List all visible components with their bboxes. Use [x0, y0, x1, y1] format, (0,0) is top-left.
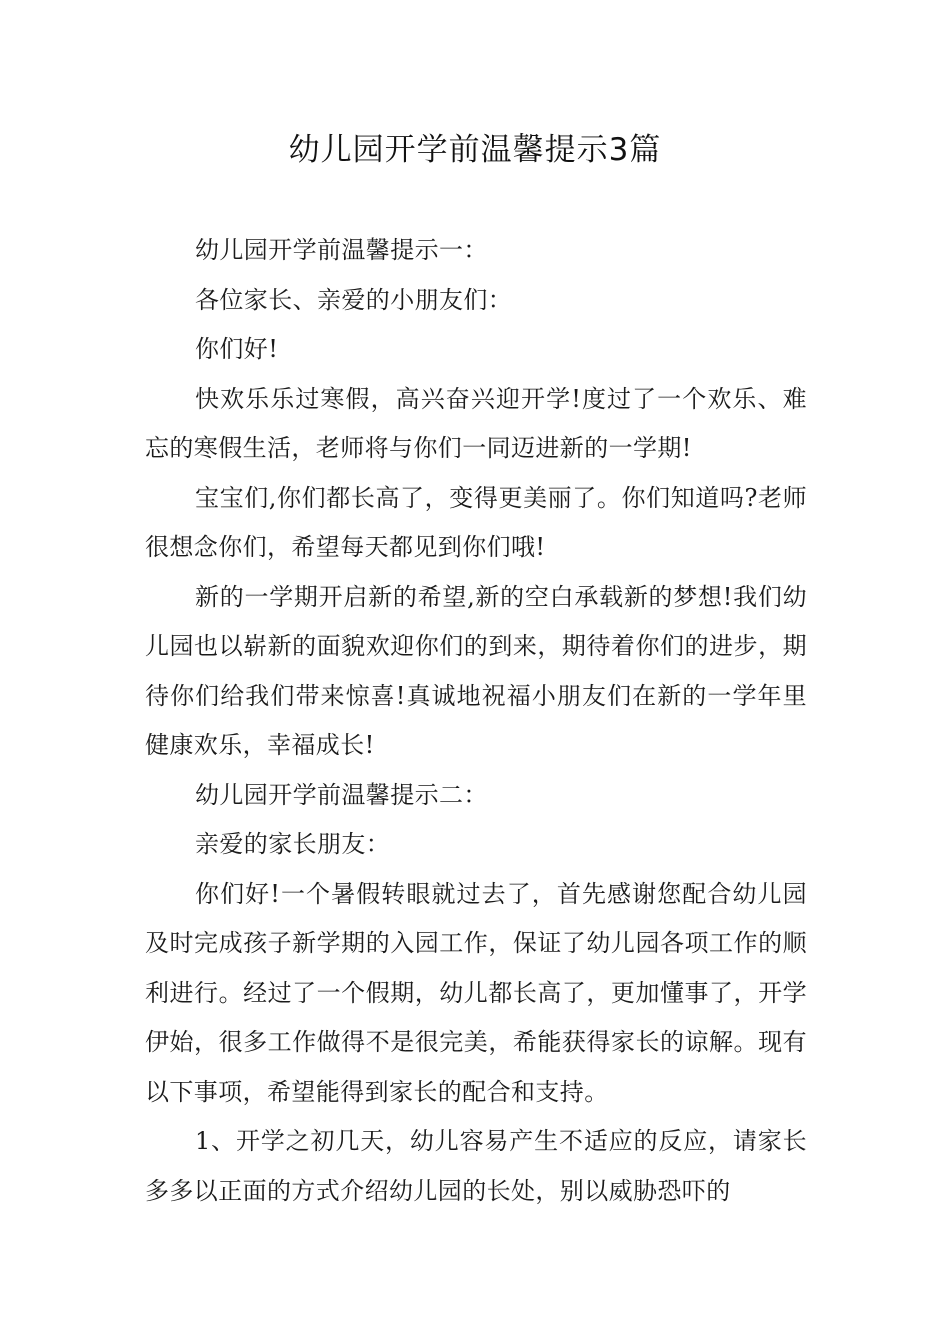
paragraph: 各位家长、亲爱的小朋友们：	[195, 285, 513, 314]
paragraph: 亲爱的家长朋友：	[195, 830, 391, 858]
paragraph: 你们好!一个暑假转眼就过去了，首先感谢您配合幼儿园及时完成孩子新学期的入园工作，保证了幼儿园各项工作的顺利进行。经过了一个假期，幼儿都长高了，更加懂事了，开学伊始，很多工作做得不是很完美，希能获得家长的谅解。现有以下事项，希望能得到家长的配合和支持。	[145, 879, 807, 1106]
paragraph: 快欢乐乐过寒假，高兴奋兴迎开学!度过了一个欢乐、难忘的寒假生活，老师将与你们一同迈进新的一学期!	[145, 384, 807, 462]
document-body	[145, 226, 807, 1216]
document-title: 幼儿园开学前温馨提示3篇	[288, 132, 662, 168]
paragraph: 新的一学期开启新的希望,新的空白承载新的梦想!我们幼儿园也以崭新的面貌欢迎你们的到来，期待着你们的进步，期待你们给我们带来惊喜!真诚地祝福小朋友们在新的一学年里健康欢乐，幸福成长!	[145, 582, 807, 759]
paragraph: 幼儿园开学前温馨提示二：	[195, 780, 488, 809]
paragraph: 幼儿园开学前温馨提示一：	[195, 236, 488, 264]
paragraph: 1、开学之初几天，幼儿容易产生不适应的反应，请家长多多以正面的方式介绍幼儿园的长处，别以威胁恐吓的	[145, 1127, 807, 1205]
paragraph: 你们好!	[195, 335, 279, 363]
paragraph: 宝宝们,你们都长高了，变得更美丽了。你们知道吗?老师很想念你们，希望每天都见到你们哦!	[145, 483, 807, 561]
